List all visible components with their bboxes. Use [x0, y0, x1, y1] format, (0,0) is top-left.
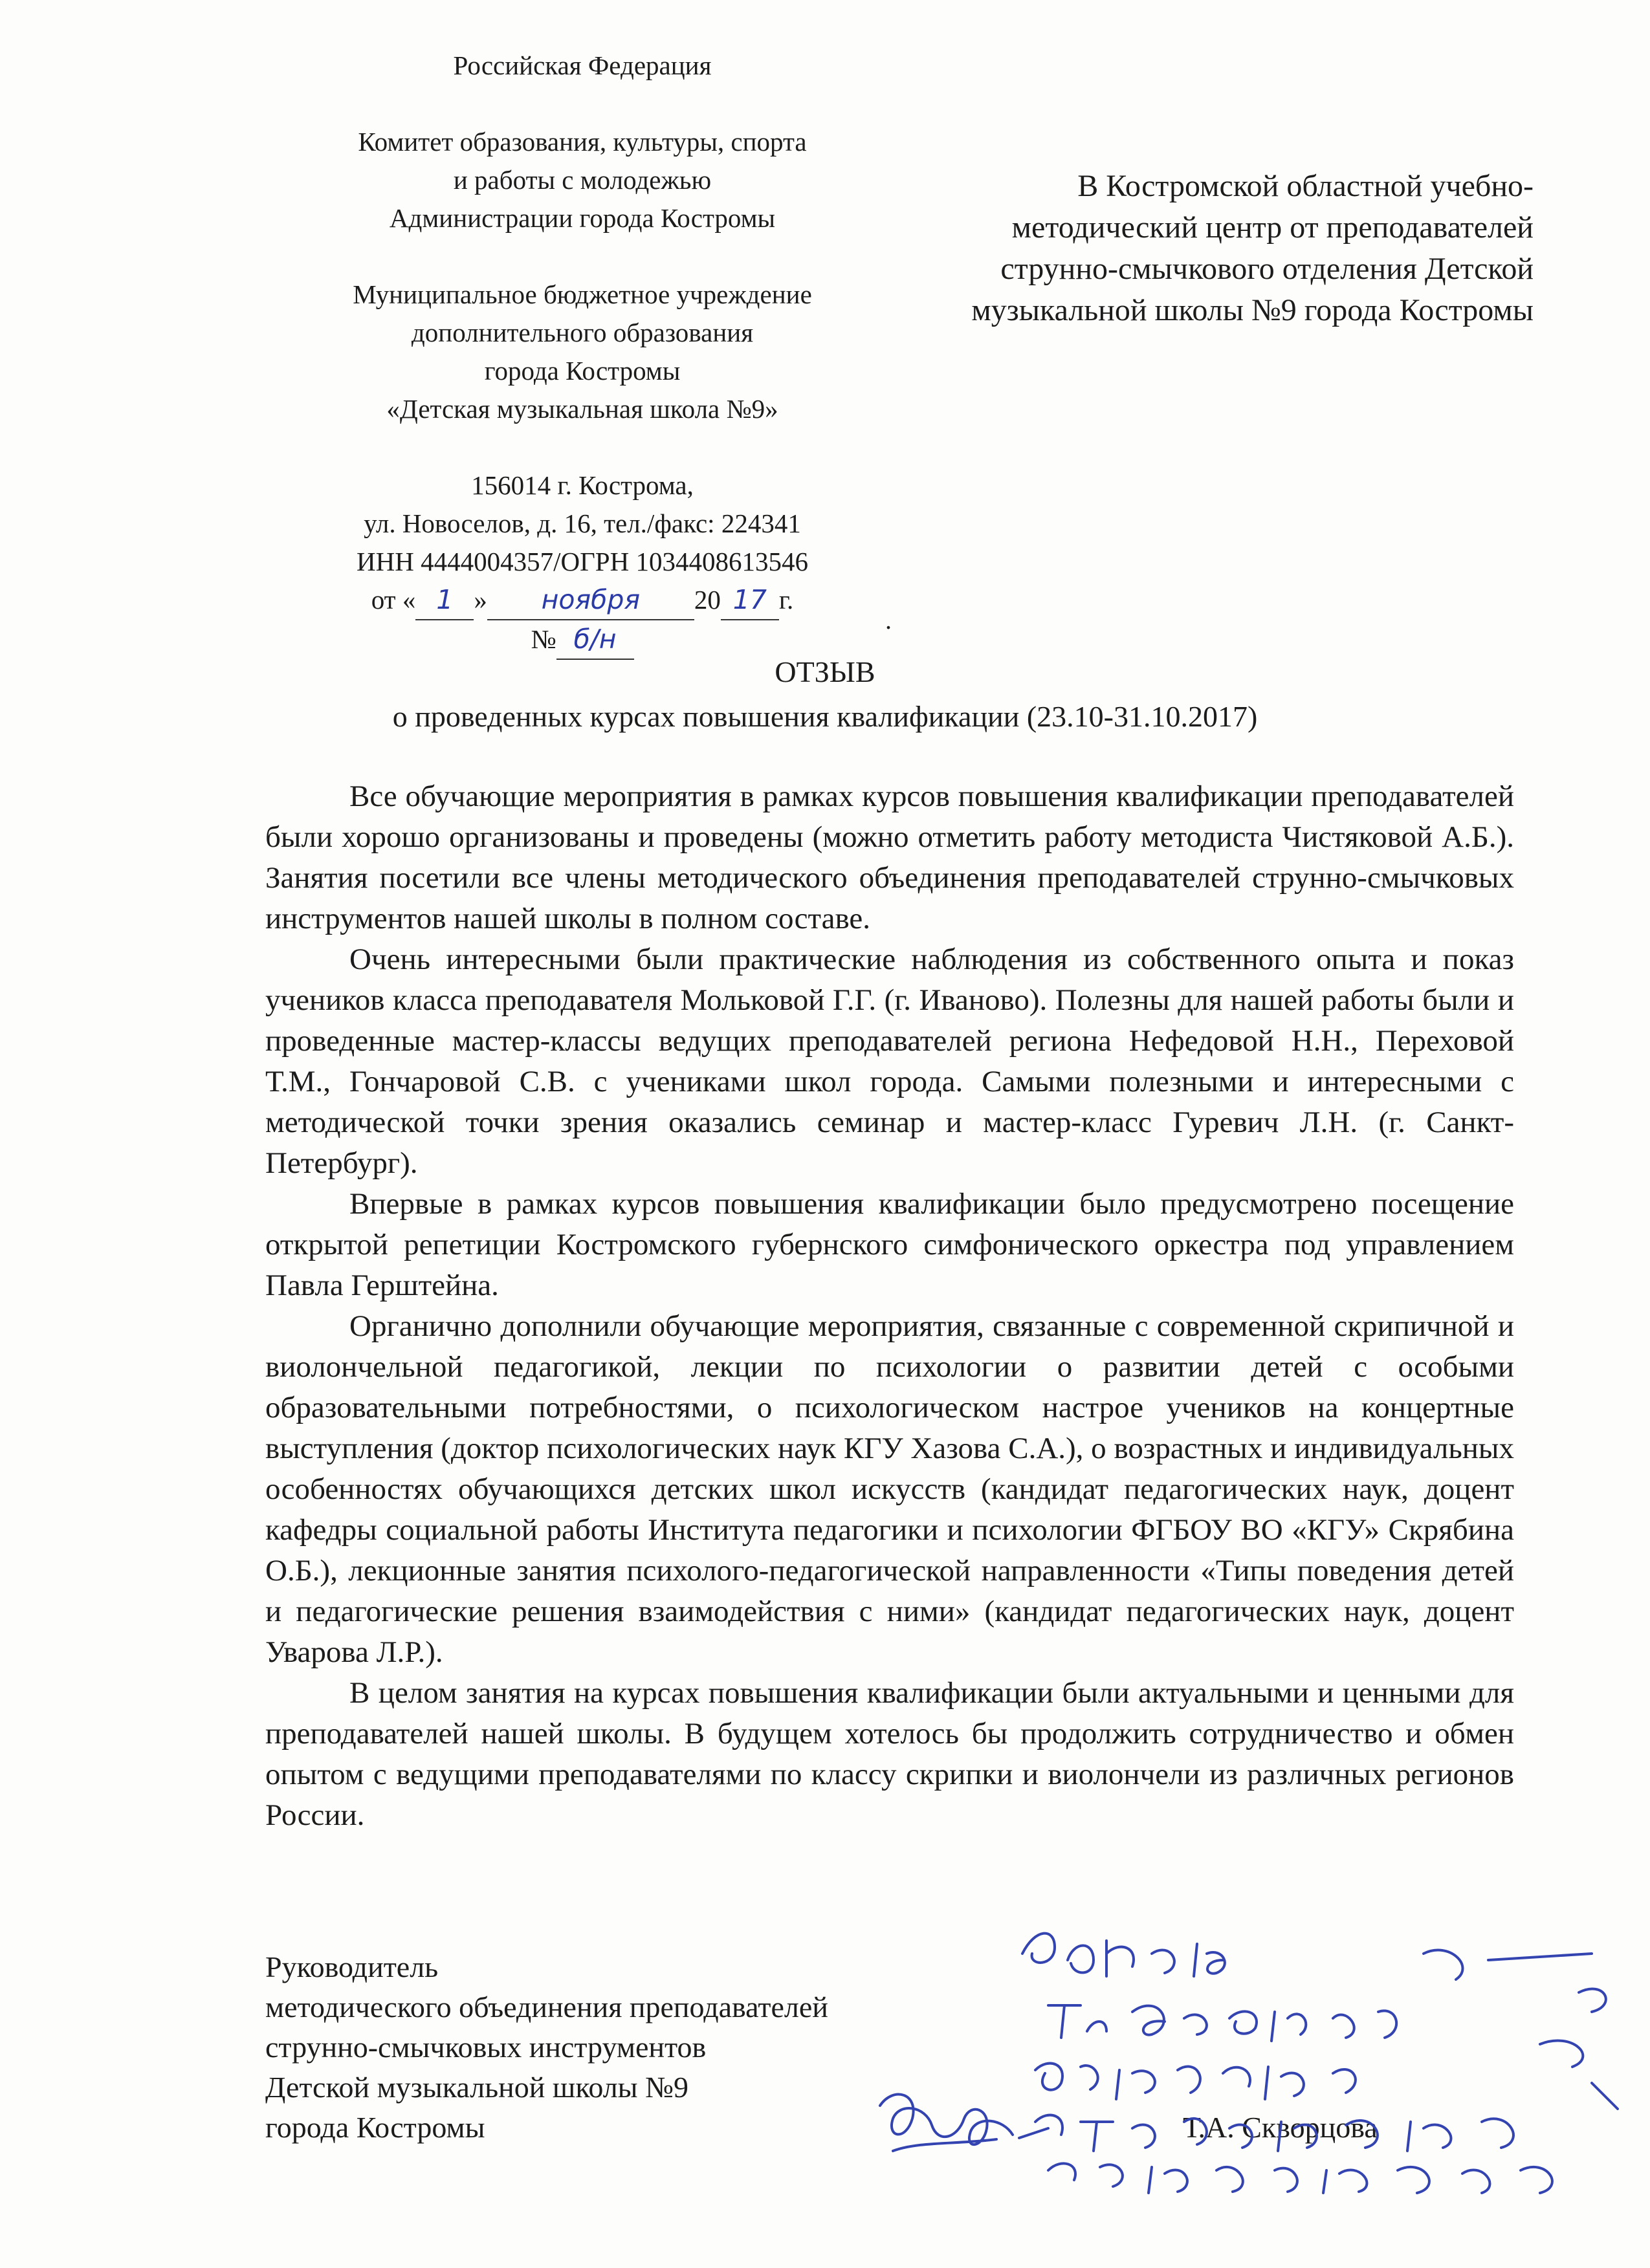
issuer-committee-line2: и работы с молодежью	[453, 165, 712, 195]
document-subtitle: о проведенных курсах повышения квалификации (23.10-31.10.2017)	[392, 700, 1258, 733]
date-suffix: г.	[778, 585, 794, 615]
number-prefix: №	[531, 624, 556, 654]
date-month: ноября	[487, 581, 694, 620]
recipient-line4: музыкальной школы №9 города Костромы	[971, 293, 1534, 327]
handwritten-certification	[1009, 1915, 1644, 2199]
date-year: 17	[721, 581, 779, 620]
issuer-date-line	[291, 581, 874, 620]
date-mid: »	[474, 585, 487, 615]
recipient-line3: струнно-смычкового отделения Детской	[1000, 252, 1534, 286]
recipient-block	[867, 166, 1534, 331]
issuer-ids-line: ИНН 4444004357/ОГРН 1034408613546	[357, 547, 808, 576]
signature-scribble	[867, 2080, 1061, 2164]
signatory-name: Т.А. Скворцова	[1183, 2111, 1378, 2144]
issuer-org-line3: города Костромы	[484, 356, 681, 386]
date-day: 1	[415, 581, 474, 620]
date-year-prefix: 20	[694, 585, 721, 615]
signatory-role-line3: струнно-смычковых инструментов	[265, 2031, 707, 2064]
signatory-role-line1: Руководитель	[265, 1950, 439, 1983]
signatory-role-line5: города Костромы	[265, 2111, 485, 2144]
body-paragraph: Все обучающие мероприятия в рамках курсов повышения квалификации преподавателей были хорошо организованы и проведены (можно отметить работу методиста Чистяковой А.Б.). Занятия посетили все члены методического объединения преподавателей струнно-смычковых инструментов нашей школы в полном составе.	[265, 780, 1514, 935]
stray-dot: .	[885, 605, 892, 635]
issuer-committee-line3: Администрации города Костромы	[389, 203, 776, 233]
issuer-address-line2: ул. Новоселов, д. 16, тел./факс: 224341	[364, 508, 801, 538]
signatory-role-line4: Детской музыкальной школы №9	[265, 2071, 688, 2104]
issuer-org-line4: «Детская музыкальная школа №9»	[386, 394, 778, 424]
document-body	[265, 776, 1514, 1836]
issuer-address-line1: 156014 г. Кострома,	[471, 470, 694, 500]
signatory-role-line2: методического объединения преподавателей	[265, 1990, 828, 2023]
issuer-committee-line1: Комитет образования, культуры, спорта	[358, 127, 807, 157]
body-paragraph: В целом занятия на курсах повышения квалификации были актуальными и ценными для преподавателей нашей школы. В будущем хотелось бы продолжить сотрудничество и обмен опытом с ведущими преподавателями по классу скрипки и виолончели из различных регионов России.	[265, 1676, 1514, 1832]
issuer-block	[291, 47, 874, 660]
issuer-org-line1: Муниципальное бюджетное учреждение	[353, 279, 812, 309]
recipient-line1: В Костромской областной учебно-	[1077, 169, 1534, 203]
recipient-line2: методический центр от преподавателей	[1011, 210, 1534, 245]
number-value: б/н	[556, 620, 634, 660]
issuer-country: Российская Федерация	[453, 50, 712, 80]
body-paragraph: Впервые в рамках курсов повышения квалификации было предусмотрено посещение открытой репетиции Костромского губернского симфонического оркестра под управлением Павла Герштейна.	[265, 1187, 1514, 1302]
issuer-org-line2: дополнительного образования	[411, 318, 754, 347]
date-prefix: от «	[371, 585, 416, 615]
document-title: ОТЗЫВ	[775, 655, 875, 688]
signatory-block	[265, 1947, 828, 2148]
body-paragraph: Очень интересными были практические наблюдения из собственного опыта и показ учеников класса преподавателя Мольковой Г.Г. (г. Иваново). Полезны для нашей работы были и проведенные мастер-классы ведущих преподавателей региона Нефедовой Н.Н., Переховой Т.М., Гончаровой С.В. с учениками школ города. Самыми полезными и интересными с методической точки зрения оказались семинар и мастер-класс Гуревич Л.Н. (г. Санкт-Петербург).	[265, 943, 1514, 1180]
body-paragraph: Органично дополнили обучающие мероприятия, связанные с современной скрипичной и виолончельной педагогикой, лекции по психологии о развитии детей с особыми образовательными потребностями, о психологическом настрое учеников на концертные выступления (доктор психологических наук КГУ Хазова С.А.), о возрастных и индивидуальных особенностях обучающихся детских школ искусств (кандидат педагогических наук, доцент кафедры социальной работы Института педагогики и психологии ФГБОУ ВО «КГУ» Скрябина О.Б.), лекционные занятия психолого-педагогической направленности «Типы поведения детей и педагогические решения взаимодействия с ними» (кандидат педагогических наук, доцент Уварова Л.Р.).	[265, 1309, 1514, 1669]
